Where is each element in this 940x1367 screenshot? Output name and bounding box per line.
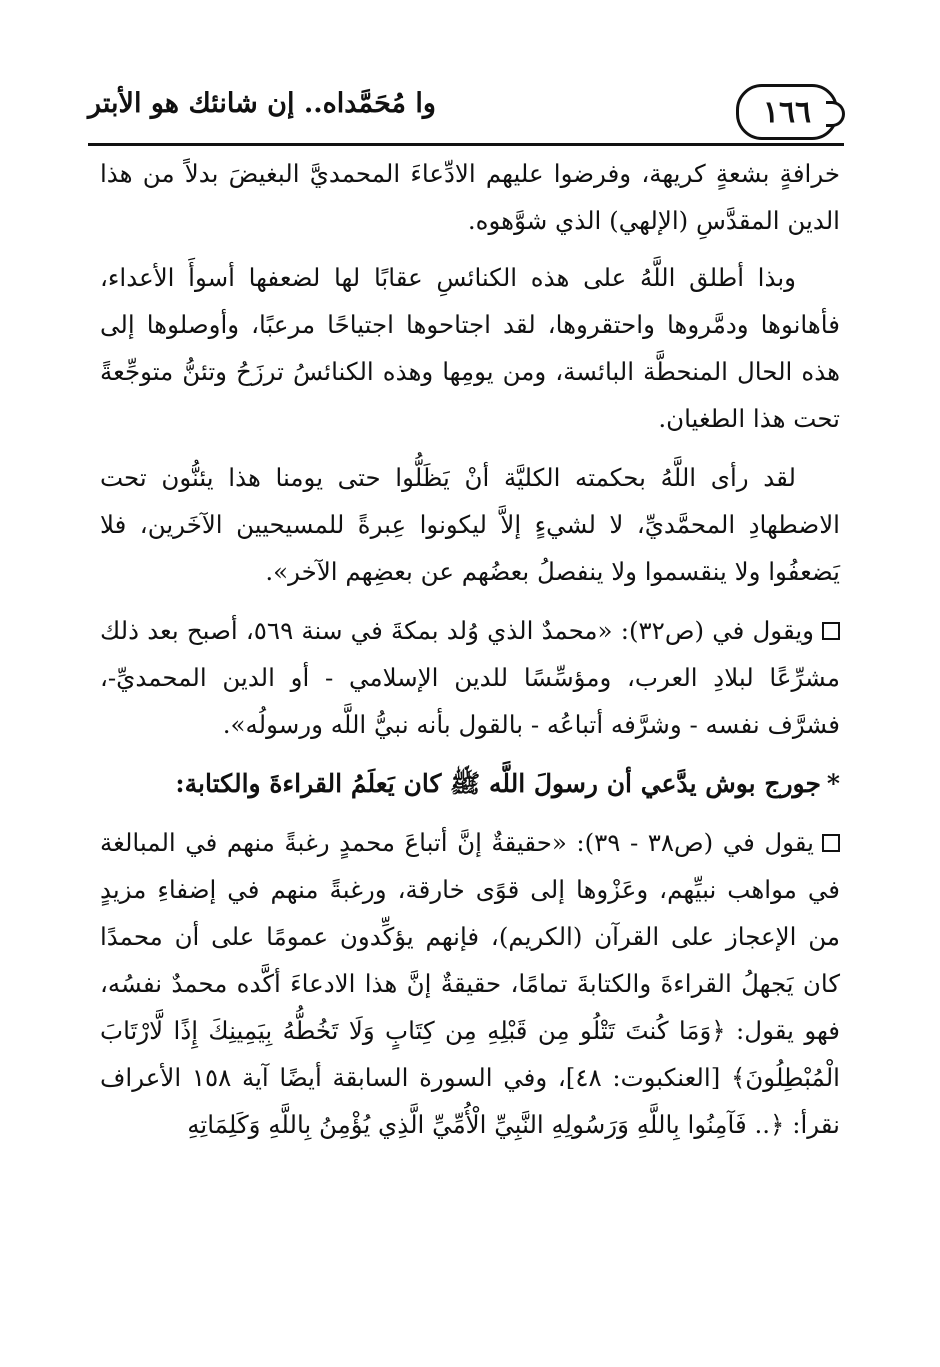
page-number-badge [736, 84, 838, 140]
paragraph-1: خرافةٍ بشعةٍ كريهة، وفرضوا عليهم الادِّعاءَ المحمديَّ البغيضَ بدلاً من هذا الدين المقدَّسِ (الإلهي) الذي شوَّهوه. [100, 159, 840, 235]
section-heading [100, 760, 840, 807]
square-bullet-icon [822, 622, 840, 640]
page-number: ١٦٦ [762, 94, 812, 130]
paragraph-6 [100, 819, 840, 1148]
header-divider [88, 143, 844, 146]
paragraph-4 [100, 607, 840, 748]
paragraph-2: وبذا أطلق اللَّهُ على هذه الكنائسِ عقابًا لها لضعفها أسوأَ الأعداء، فأهانوها ودمَّروها واحتقروها، لقد اجتاحوها اجتياحًا مرعبًا، وأوصلوها إلى هذه الحال المنحطَّة البائسة، ومن يومِها وهذه الكنائسُ ترزَحُ وتئنُّ متوجِّعةً تحت هذا الطغيان. [100, 263, 840, 433]
page-header [88, 78, 844, 146]
paragraph-3: لقد رأى اللَّهُ بحكمته الكليَّة أنْ يَظَلُّوا حتى يومنا هذا يئنُّون تحت الاضطهادِ المحمَّديِّ، لا لشيءٍ إلاَّ ليكونوا عِبرةً للمسيحيين الآخَرين، فلا يَضعفُوا ولا ينقسموا ولا ينفصلُ بعضُهم عن بعضِهم الآخر». [100, 463, 840, 586]
square-bullet-icon [822, 834, 840, 852]
paragraph-4-text: ويقول في (ص٣٢): «محمدٌ الذي وُلد بمكةَ في سنة ٥٦٩، أصبح بعد ذلك مشرِّعًا لبلادِ العرب، ومؤسِّسًا للدين الإسلامي - أو الدين المحمديِّ-، فشرَّف نفسه - وشرَّفه أتباعُه - بالقول بأنه نبيُّ اللَّه ورسولُه». [100, 616, 840, 739]
star-marker: * [826, 769, 840, 798]
running-title: وا مُحَمَّداه.. إن شانئك هو الأبتر [88, 88, 436, 119]
section-heading-text: جورج بوش يدَّعي أن رسولَ اللَّه ﷺ كان يَعلَمُ القراءةَ والكتابة: [175, 769, 821, 798]
page-body [100, 150, 840, 1160]
paragraph-6-text: يقول في (ص٣٨ - ٣٩): «حقيقةٌ إنَّ أتباعَ محمدٍ رغبةً منهم في المبالغة في مواهب نبيِّهم، وعَزْوها إلى قوًى خارقة، ورغبةً منهم في إضفاءِ مزيدٍ من الإعجاز على القرآن (الكريم)، فإنهم يؤكِّدون عمومًا على أن محمدًا كان يَجهلُ القراءةَ والكتابةَ تمامًا، حقيقةٌ إنَّ هذا الادعاءَ أكَّده محمدٌ نفسُه، فهو يقول: ﴿وَمَا كُنتَ تَتْلُو مِن قَبْلِهِ مِن كِتَابٍ وَلَا تَخُطُّهُ بِيَمِينِكَ إِذًا لَّارْتَابَ الْمُبْطِلُونَ﴾ [العنكبوت: ٤٨]، وفي السورة السابقة أيضًا آية ١٥٨ الأعراف نقرأ: ﴿.. فَآمِنُوا بِاللَّهِ وَرَسُولِهِ النَّبِيِّ الْأُمِّيِّ الَّذِي يُؤْمِنُ بِاللَّهِ وَكَلِمَاتِهِ [100, 828, 840, 1139]
